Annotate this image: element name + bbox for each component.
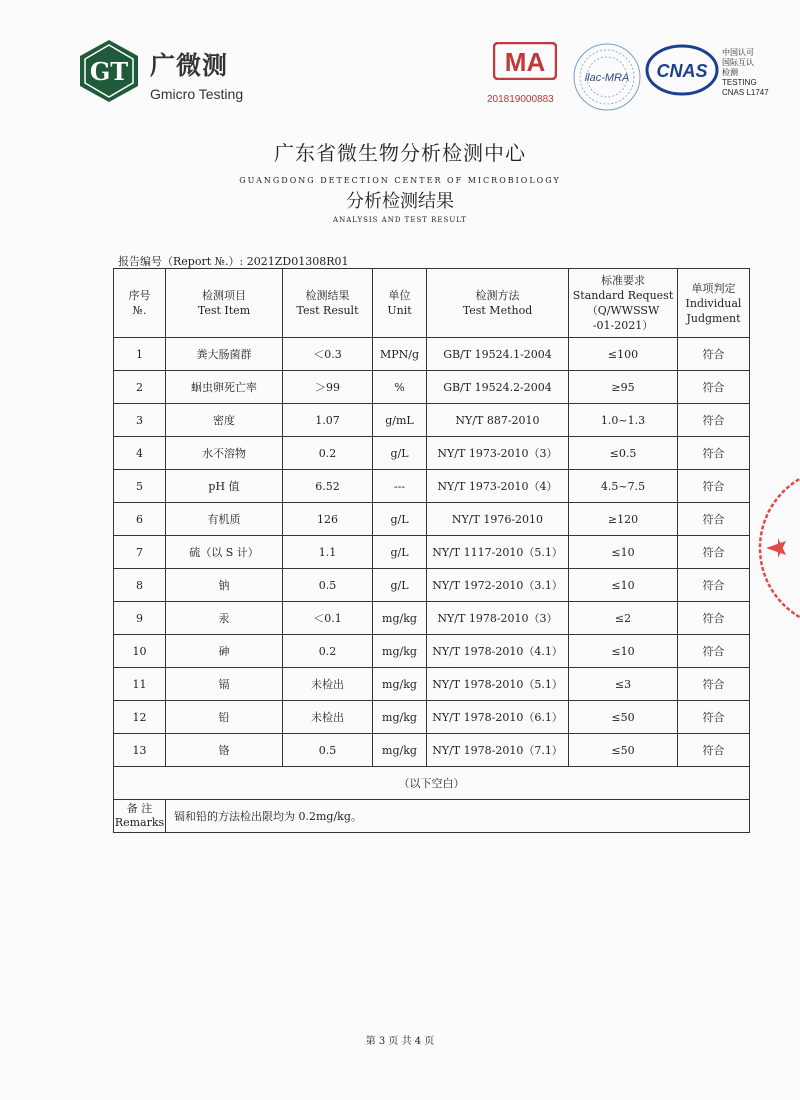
cell-judg: 符合	[678, 404, 750, 437]
cell-no: 1	[114, 338, 166, 371]
cell-std: ≤10	[569, 536, 678, 569]
cell-unit: MPN/g	[373, 338, 427, 371]
header-item: 检测项目 Test Item	[166, 269, 283, 338]
cell-judg: 符合	[678, 470, 750, 503]
cell-std: ≥120	[569, 503, 678, 536]
cell-std: ≤100	[569, 338, 678, 371]
cell-item: 硫（以 S 计）	[166, 536, 283, 569]
cnas-logo-icon	[645, 42, 720, 97]
cell-std: ≥95	[569, 371, 678, 404]
cell-no: 5	[114, 470, 166, 503]
table-row	[114, 734, 750, 767]
cell-std: ≤3	[569, 668, 678, 701]
cell-no: 13	[114, 734, 166, 767]
cnas-testing: TESTING	[722, 78, 757, 87]
cell-item: 有机质	[166, 503, 283, 536]
cell-judg: 符合	[678, 668, 750, 701]
cell-item: pH 值	[166, 470, 283, 503]
cell-std: 1.0~1.3	[569, 404, 678, 437]
cell-item: 粪大肠菌群	[166, 338, 283, 371]
cell-std: ≤2	[569, 602, 678, 635]
cell-result: ＞99	[283, 371, 373, 404]
cell-result: 1.1	[283, 536, 373, 569]
cell-std: ≤0.5	[569, 437, 678, 470]
cell-no: 11	[114, 668, 166, 701]
cma-mark-icon	[493, 42, 557, 80]
cell-std: ≤50	[569, 701, 678, 734]
cell-method: NY/T 1978-2010（4.1）	[427, 635, 569, 668]
cell-item: 水不溶物	[166, 437, 283, 470]
cell-unit: g/L	[373, 536, 427, 569]
cell-item: 汞	[166, 602, 283, 635]
cell-method: NY/T 887-2010	[427, 404, 569, 437]
cell-method: NY/T 1972-2010（3.1）	[427, 569, 569, 602]
cell-no: 9	[114, 602, 166, 635]
cell-std: ≤10	[569, 569, 678, 602]
svg-text:GT: GT	[89, 57, 129, 86]
table-row	[114, 503, 750, 536]
cell-unit: g/mL	[373, 404, 427, 437]
cell-method: GB/T 19524.2-2004	[427, 371, 569, 404]
svg-text:MA: MA	[504, 47, 546, 77]
cell-method: NY/T 1117-2010（5.1）	[427, 536, 569, 569]
brand-name-en: Gmicro Testing	[150, 86, 244, 102]
doc-title-en: ANALYSIS AND TEST RESULT	[333, 216, 467, 224]
blank-note: （以下空白）	[114, 767, 750, 800]
header-judgment: 单项判定 Individual Judgment	[678, 269, 750, 338]
table-row	[114, 470, 750, 503]
cell-no: 10	[114, 635, 166, 668]
cell-method: NY/T 1978-2010（3）	[427, 602, 569, 635]
report-number: 报告编号（Report №.）: 2021ZD01308R01	[118, 255, 349, 268]
cell-unit: ---	[373, 470, 427, 503]
cell-unit: mg/kg	[373, 734, 427, 767]
cell-result: ＜0.1	[283, 602, 373, 635]
cell-method: NY/T 1976-2010	[427, 503, 569, 536]
cell-item: 镉	[166, 668, 283, 701]
cell-unit: %	[373, 371, 427, 404]
cell-judg: 符合	[678, 503, 750, 536]
cnas-cn-line-3: 检测	[722, 68, 738, 77]
cell-judg: 符合	[678, 371, 750, 404]
cell-no: 4	[114, 437, 166, 470]
cell-unit: mg/kg	[373, 701, 427, 734]
cell-no: 6	[114, 503, 166, 536]
remarks-label: 备 注 Remarks	[114, 800, 166, 833]
cell-result: 未检出	[283, 668, 373, 701]
cell-unit: g/L	[373, 437, 427, 470]
header-unit: 单位 Unit	[373, 269, 427, 338]
cell-method: GB/T 19524.1-2004	[427, 338, 569, 371]
cell-method: NY/T 1978-2010（7.1）	[427, 734, 569, 767]
cell-judg: 符合	[678, 635, 750, 668]
cell-item: 砷	[166, 635, 283, 668]
table-row	[114, 437, 750, 470]
header-result: 检测结果 Test Result	[283, 269, 373, 338]
cell-item: 铬	[166, 734, 283, 767]
table-row	[114, 371, 750, 404]
cell-method: NY/T 1978-2010（6.1）	[427, 701, 569, 734]
cell-judg: 符合	[678, 602, 750, 635]
brand-name-cn: 广微测	[150, 51, 229, 80]
cnas-cn-line-1: 中国认可	[722, 48, 754, 57]
header-standard: 标准要求 Standard Request （Q/WWSSW -01-2021）	[569, 269, 678, 338]
cell-result: 0.5	[283, 569, 373, 602]
blank-row	[114, 767, 750, 800]
org-title-en: GUANGDONG DETECTION CENTER OF MICROBIOLOGY	[239, 176, 561, 185]
svg-text:CNAS: CNAS	[656, 61, 708, 81]
cnas-code: CNAS L1747	[722, 88, 769, 97]
cell-std: ≤50	[569, 734, 678, 767]
table-row	[114, 701, 750, 734]
cell-unit: g/L	[373, 569, 427, 602]
table-row	[114, 536, 750, 569]
cell-unit: mg/kg	[373, 602, 427, 635]
cell-item: 钠	[166, 569, 283, 602]
cnas-cn-line-2: 国际互认	[722, 58, 754, 67]
ilac-mra-icon	[572, 42, 642, 112]
cell-item: 铅	[166, 701, 283, 734]
table-row	[114, 668, 750, 701]
cell-item: 密度	[166, 404, 283, 437]
svg-text:ilac-MRA: ilac-MRA	[584, 72, 630, 84]
cell-result: 0.2	[283, 635, 373, 668]
cell-judg: 符合	[678, 569, 750, 602]
cell-judg: 符合	[678, 701, 750, 734]
result-table	[113, 268, 750, 833]
org-title-cn: 广东省微生物分析检测中心	[274, 141, 526, 165]
cell-result: 6.52	[283, 470, 373, 503]
cell-no: 2	[114, 371, 166, 404]
cell-judg: 符合	[678, 536, 750, 569]
cell-no: 8	[114, 569, 166, 602]
header-no: 序号 №.	[114, 269, 166, 338]
page-footer: 第 3 页 共 4 页	[365, 1036, 435, 1047]
table-row	[114, 569, 750, 602]
cell-method: NY/T 1978-2010（5.1）	[427, 668, 569, 701]
cma-number: 201819000883	[487, 94, 554, 105]
table-row	[114, 635, 750, 668]
cell-judg: 符合	[678, 734, 750, 767]
cell-no: 7	[114, 536, 166, 569]
cell-unit: mg/kg	[373, 635, 427, 668]
cell-result: 1.07	[283, 404, 373, 437]
cell-std: ≤10	[569, 635, 678, 668]
cell-method: NY/T 1973-2010（4）	[427, 470, 569, 503]
table-row	[114, 404, 750, 437]
gmicro-logo-icon	[80, 40, 138, 102]
cell-result: 0.2	[283, 437, 373, 470]
cell-unit: mg/kg	[373, 668, 427, 701]
header-method: 检测方法 Test Method	[427, 269, 569, 338]
cell-result: 未检出	[283, 701, 373, 734]
cell-item: 蛔虫卵死亡率	[166, 371, 283, 404]
remarks-text: 镉和铅的方法检出限均为 0.2mg/kg。	[166, 800, 750, 833]
cnas-accreditation-text	[722, 48, 769, 98]
cell-result: 126	[283, 503, 373, 536]
cell-no: 12	[114, 701, 166, 734]
remarks-row	[114, 800, 750, 833]
cell-result: ＜0.3	[283, 338, 373, 371]
cell-std: 4.5~7.5	[569, 470, 678, 503]
cell-judg: 符合	[678, 338, 750, 371]
table-row	[114, 602, 750, 635]
cell-result: 0.5	[283, 734, 373, 767]
doc-title-cn: 分析检测结果	[346, 191, 454, 212]
seal-stamp-icon	[752, 463, 800, 633]
cell-judg: 符合	[678, 437, 750, 470]
cell-method: NY/T 1973-2010（3）	[427, 437, 569, 470]
table-row	[114, 338, 750, 371]
cell-no: 3	[114, 404, 166, 437]
cell-unit: g/L	[373, 503, 427, 536]
table-header-row	[114, 269, 750, 338]
